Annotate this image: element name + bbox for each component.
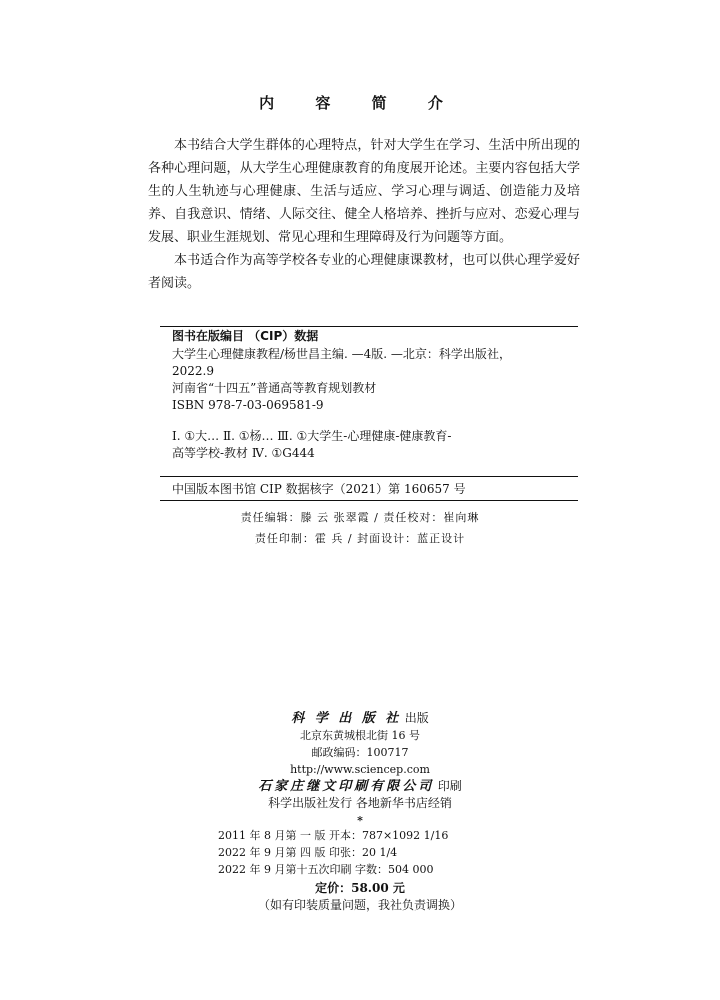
cip-record-number: 中国版本图书馆 CIP 数据核字（2021）第 160657 号 xyxy=(172,482,466,496)
cip-line-date: 2022.9 xyxy=(172,364,214,378)
cip-classification xyxy=(172,428,572,462)
printer-suffix: 印刷 xyxy=(437,779,462,793)
quality-note: （如有印装质量问题，我社负责调换） xyxy=(257,898,462,912)
intro-section xyxy=(148,134,580,295)
printer-line xyxy=(0,778,720,795)
printer-name: 石家庄继文印刷有限公司 xyxy=(258,779,435,794)
intro-paragraph-1: 本书结合大学生群体的心理特点，针对大学生在学习、生活中所出现的各种心理问题，从大学生心理健康教育的角度展开论述。主要内容包括大学生的人生轨迹与心理健康、生活与适应、学习心理与调适、创造能力及培养、自我意识、情绪、人际交往、健全人格培养、挫折与应对、恋爱心理与发展、职业生涯规划、常见心理和生理障碍及行为问题等方面。 xyxy=(148,138,580,245)
cip-class-line-2: 高等学校-教材 Ⅳ. ①G444 xyxy=(172,446,315,460)
cip-top-rule xyxy=(160,326,578,327)
cip-record-block xyxy=(172,346,572,414)
edition-specs xyxy=(218,827,448,878)
publisher-url: http://www.sciencep.com xyxy=(290,763,430,776)
cip-line-title: 大学生心理健康教程/杨世昌主编. —4版. —北京：科学出版社， xyxy=(172,347,511,361)
cip-heading: 图书在版编目 （CIP）数据 xyxy=(172,329,319,343)
intro-paragraph-2: 本书适合作为高等学校各专业的心理健康课教材，也可以供心理学爱好者阅读。 xyxy=(148,253,580,291)
publisher-postcode: 邮政编码：100717 xyxy=(311,746,409,759)
specs-line-2: 2022 年 9 月第 四 版 印张：20 1/4 xyxy=(218,846,398,859)
cip-middle-rule xyxy=(160,476,578,477)
specs-line-3: 2022 年 9 月第十五次印刷 字数：504 000 xyxy=(218,863,434,876)
cip-line-series: 河南省“十四五”普通高等教育规划教材 xyxy=(172,381,377,395)
distribution-line: 科学出版社发行 各地新华书店经销 xyxy=(268,796,452,810)
separator-star: * xyxy=(357,814,363,827)
cip-class-line-1: Ⅰ. ①大… Ⅱ. ①杨… Ⅲ. ①大学生-心理健康-健康教育- xyxy=(172,429,452,443)
publisher-block xyxy=(0,710,720,829)
staff-line-1: 责任编辑：滕 云 张翠霞 / 责任校对：崔向琳 xyxy=(240,511,480,524)
specs-line-1: 2011 年 8 月第 一 版 开本：787×1092 1/16 xyxy=(218,829,449,842)
price: 定价：58.00 元 xyxy=(315,881,405,895)
publisher-name: 科 学 出 版 社 xyxy=(291,711,402,726)
cip-bottom-rule xyxy=(160,500,578,501)
publisher-line xyxy=(0,710,720,727)
cip-line-isbn: ISBN 978-7-03-069581-9 xyxy=(172,398,324,412)
page-title: 内 容 简 介 xyxy=(259,94,461,112)
staff-credits xyxy=(0,507,720,549)
publisher-address: 北京东黄城根北街 16 号 xyxy=(300,729,420,742)
staff-line-2: 责任印制：霍 兵 / 封面设计：蓝正设计 xyxy=(254,532,466,545)
publisher-suffix: 出版 xyxy=(404,711,429,725)
